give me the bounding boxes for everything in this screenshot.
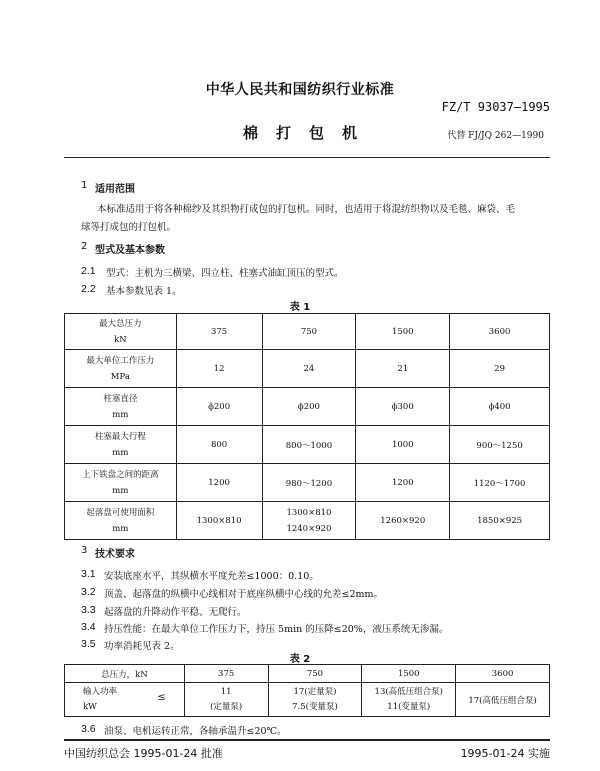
cell: 1300×810 [176, 502, 262, 540]
footer-rule [64, 739, 550, 741]
row-label: 柱塞最大行程 mm [65, 426, 177, 464]
item-2-2-text: 基本参数见表 1。 [106, 286, 182, 297]
cell: 375 [176, 314, 262, 350]
standard-number: FZ/T 93037—1995 [441, 100, 550, 114]
table-1-row [65, 314, 550, 350]
document-title: 棉打包机 [242, 124, 375, 142]
table-1-row [65, 388, 550, 426]
cell: ϕ300 [356, 388, 450, 426]
table-1-row [65, 426, 550, 464]
table-2-header-row [65, 665, 550, 683]
cell: 3600 [450, 314, 550, 350]
item-3-6-number: 3.6 [81, 723, 96, 735]
cell: 1500 [356, 314, 450, 350]
cell: 800～1000 [262, 426, 356, 464]
section-1-paragraph-line1: 本标准适用于将各种棉纱及其织物打成包的打包机。同时，也适用于将混纺织物以及毛毯、麻袋、毛 [97, 204, 516, 215]
table-2-row [65, 683, 550, 717]
header-cell: 1500 [362, 665, 456, 683]
item-3-5-text: 功率消耗见表 2。 [104, 641, 180, 652]
table-2 [64, 664, 550, 717]
cell: 21 [356, 350, 450, 388]
cell: 11 (定量泵) [184, 683, 268, 717]
cell: 980～1200 [262, 464, 356, 502]
item-3-2-number: 3.2 [81, 586, 96, 598]
issuing-organization: 中华人民共和国纺织行业标准 [205, 82, 395, 98]
cell: 1200 [176, 464, 262, 502]
row-label: 最大单位工作压力 MPa [65, 350, 177, 388]
cell: ϕ200 [262, 388, 356, 426]
table-1-row [65, 502, 550, 540]
item-3-1-number: 3.1 [81, 568, 96, 580]
table-1-caption: 表 1 [289, 302, 311, 313]
section-2-number: 2 [81, 241, 88, 252]
header-label: 总压力，kN [65, 665, 185, 683]
section-3-number: 3 [81, 545, 88, 556]
row-label-unit: kW [83, 701, 97, 712]
cell: ϕ400 [450, 388, 550, 426]
header-cell: 3600 [456, 665, 550, 683]
cell: 900～1250 [450, 426, 550, 464]
approval-line: 中国纺织总会 1995-01-24 批准 [64, 747, 223, 760]
item-3-5-number: 3.5 [81, 638, 96, 650]
cell: 1260×920 [356, 502, 450, 540]
item-3-1-text: 安装底座水平，其纵横水平度允差≤1000：0.10。 [104, 571, 319, 582]
cell: 12 [176, 350, 262, 388]
section-1-number: 1 [81, 180, 88, 191]
cell: 800 [176, 426, 262, 464]
item-2-1-text: 型式：主机为三横梁、四立柱、柱塞式油缸顶压的型式。 [106, 268, 344, 279]
row-label-text: 输入功率 [83, 686, 118, 697]
cell: 17(高低压组合泵) [456, 683, 550, 717]
cell: ϕ200 [176, 388, 262, 426]
row-label: 上下铁盘之间的距离 mm [65, 464, 177, 502]
header-rule [64, 157, 550, 158]
header-cell: 375 [184, 665, 268, 683]
cell: 1000 [356, 426, 450, 464]
item-3-2-text: 顶盖、起落盘的纵横中心线相对于底座纵横中心线的允差≤2mm。 [104, 589, 384, 600]
replaces-standard: 代替 FJ/JQ 262—1990 [447, 131, 544, 141]
item-3-3-number: 3.3 [81, 604, 96, 616]
section-1-heading: 适用范围 [95, 184, 135, 195]
cell: 1300×810 1240×920 [262, 502, 356, 540]
implementation-date: 1995-01-24 实施 [460, 747, 550, 760]
section-3-heading: 技术要求 [95, 549, 135, 560]
cell: 17(定量泵) 7.5(变量泵) [268, 683, 362, 717]
item-3-4-number: 3.4 [81, 621, 96, 633]
table-1-row [65, 464, 550, 502]
cell: 29 [450, 350, 550, 388]
item-3-4-text: 持压性能：在最大单位工作压力下，持压 5min 的压降≤20%，液压系统无渗漏。 [104, 624, 449, 635]
cell: 1200 [356, 464, 450, 502]
cell: 1120～1700 [450, 464, 550, 502]
cell: 24 [262, 350, 356, 388]
item-3-3-text: 起落盘的升降动作平稳、无爬行。 [104, 607, 247, 618]
item-3-6-text: 油泵、电机运转正常，各轴承温升≤20℃。 [104, 726, 287, 737]
row-label [65, 683, 185, 717]
item-2-1-number: 2.1 [81, 265, 96, 277]
table-1-row [65, 350, 550, 388]
cell: 1850×925 [450, 502, 550, 540]
row-label: 最大总压力 kN [65, 314, 177, 350]
table-1 [64, 313, 550, 540]
cell: 750 [262, 314, 356, 350]
item-2-2-number: 2.2 [81, 283, 96, 295]
row-label: 柱塞直径 mm [65, 388, 177, 426]
cell: 13(高低压组合泵) 11(变量泵) [362, 683, 456, 717]
section-2-heading: 型式及基本参数 [95, 245, 165, 256]
table-2-caption: 表 2 [289, 654, 311, 665]
section-1-paragraph-line2: 球等打成包的打包机。 [81, 222, 177, 233]
header-cell: 750 [268, 665, 362, 683]
less-equal-symbol: ≤ [157, 692, 166, 703]
row-label: 起落盘可使用面积 mm [65, 502, 177, 540]
